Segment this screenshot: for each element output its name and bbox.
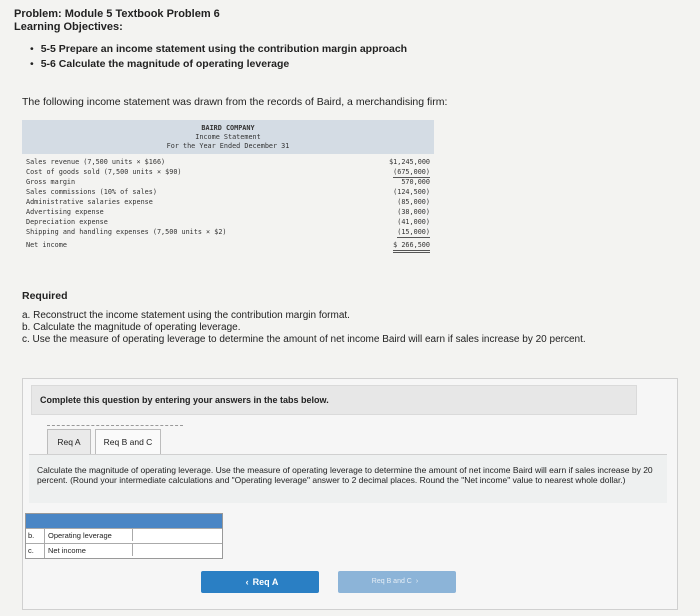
instruction-box <box>31 385 637 415</box>
chevron-left-icon: ‹ <box>245 577 249 587</box>
statement-row <box>22 207 434 217</box>
objective-item: • 5-6 Calculate the magnitude of operating leverage <box>30 57 407 72</box>
required-item: a. Reconstruct the income statement using the contribution margin format. <box>22 310 350 321</box>
row-label: Sales commissions (10% of sales) <box>26 188 157 196</box>
row-label: Administrative salaries expense <box>26 198 153 206</box>
answer-table <box>25 513 223 559</box>
row-amount: (38,000) <box>397 208 430 216</box>
row-label: Sales revenue (7,500 units × $166) <box>26 158 166 166</box>
statement-row <box>22 217 434 227</box>
next-req-b-and-c-button[interactable] <box>338 571 456 593</box>
statement-row <box>22 177 434 187</box>
row-label: Depreciation expense <box>26 218 108 226</box>
tab-instructions: Calculate the magnitude of operating leverage. Use the measure of operating leverage to determine the amount of net income Baird will earn if sales increase by 20 percent. (Round your intermediate calculations and "Operating leverage" answer to 2 decimal places. Round the "Net income" value to nearest whole dollar.) <box>37 465 653 485</box>
row-label: Gross margin <box>26 178 76 186</box>
statement-period: For the Year Ended December 31 <box>166 142 290 150</box>
answer-row <box>26 543 222 558</box>
statement-row <box>22 157 434 167</box>
required-heading: Required <box>22 290 68 302</box>
row-label: Operating leverage <box>48 531 112 540</box>
operating-leverage-input[interactable] <box>132 529 221 541</box>
answer-table-header <box>26 514 222 528</box>
problem-title: Problem: Module 5 Textbook Problem 6 <box>14 8 220 20</box>
required-item: c. Use the measure of operating leverage to determine the amount of net income Baird will earn if sales increase by 20 percent. <box>22 334 586 345</box>
objectives-heading: Learning Objectives: <box>14 21 123 33</box>
statement-header <box>22 120 434 154</box>
row-label: Advertising expense <box>26 208 104 216</box>
row-amount: (41,000) <box>397 218 430 226</box>
row-amount: (675,000) <box>393 168 430 176</box>
row-label: Net income <box>48 546 86 555</box>
objectives-list <box>30 42 407 72</box>
row-amount: (15,000) <box>397 228 430 236</box>
statement-row <box>22 167 434 177</box>
statement-row <box>22 240 434 250</box>
row-amount: $1,245,000 <box>389 158 430 166</box>
row-amount: 570,000 <box>401 178 430 186</box>
row-amount: $ 266,500 <box>393 240 430 253</box>
intro-text: The following income statement was drawn from the records of Baird, a merchandising firm: <box>22 96 448 108</box>
row-label: Cost of goods sold (7,500 units × $90) <box>26 168 182 176</box>
objective-item: • 5-5 Prepare an income statement using the contribution margin approach <box>30 42 407 57</box>
statement-row <box>22 187 434 197</box>
instruction-text: Complete this question by entering your answers in the tabs below. <box>40 395 329 405</box>
statement-row <box>22 227 434 237</box>
net-income-input[interactable] <box>132 544 221 556</box>
prev-button-label: Req A <box>252 577 279 587</box>
tabs-divider <box>47 425 183 426</box>
required-list <box>22 310 586 346</box>
row-amount: (85,000) <box>397 198 430 206</box>
prev-req-a-button[interactable] <box>201 571 319 593</box>
question-panel <box>22 378 678 610</box>
chevron-right-icon: › <box>415 578 419 585</box>
statement-name: Income Statement <box>195 133 261 141</box>
answer-row <box>26 528 222 543</box>
row-label: Net income <box>26 241 67 249</box>
statement-row <box>22 197 434 207</box>
row-label: Shipping and handling expenses (7,500 units × $2) <box>26 228 227 236</box>
row-key: b. <box>28 529 45 543</box>
income-statement <box>22 120 434 260</box>
required-item: b. Calculate the magnitude of operating leverage. <box>22 322 241 333</box>
row-amount: (124,500) <box>393 188 430 196</box>
tab-req-b-and-c[interactable]: Req B and C <box>95 429 161 456</box>
statement-company: BAIRD COMPANY <box>201 124 255 132</box>
tab-content <box>29 454 667 503</box>
tab-req-a[interactable]: Req A <box>47 429 91 456</box>
next-button-label: Req B and C <box>371 578 412 585</box>
row-key: c. <box>28 544 45 558</box>
